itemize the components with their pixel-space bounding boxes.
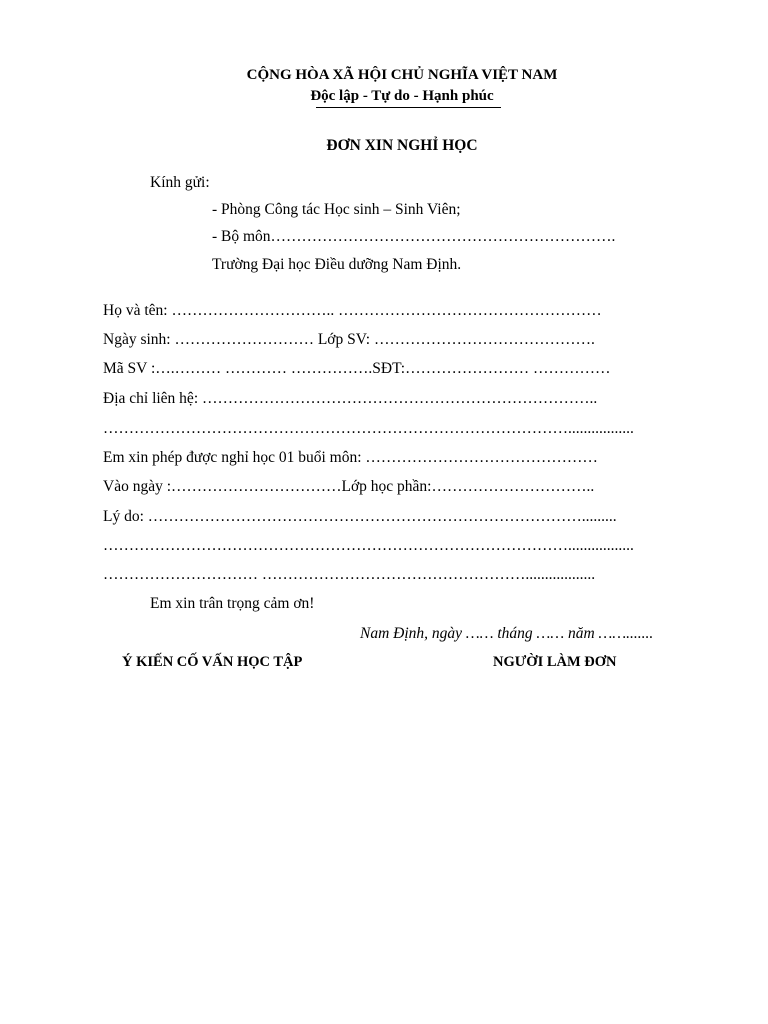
field-full-name: Họ và tên: ………………………….. …………………………………………… (103, 302, 602, 319)
field-address-continued: ………………………………………………………………………………................. (103, 420, 634, 437)
field-birth-class: Ngày sinh: ……………………… Lớp SV: ……………………………………. (103, 331, 595, 348)
thanks-text: Em xin trân trọng cảm ơn! (150, 595, 315, 612)
field-reason: Lý do: …………………………………………………………………………......... (103, 508, 617, 525)
field-reason-continued-1: ………………………………………………………………………………................. (103, 537, 634, 554)
field-reason-continued-2: ………………………… …………………………………………….................. (103, 566, 596, 583)
place-date: Nam Định, ngày …… tháng …… năm ……....... (360, 625, 654, 642)
motto-underline (316, 107, 501, 108)
recipient-school: Trường Đại học Điều dưỡng Nam Định. (212, 256, 462, 273)
motto-text: Độc lập - Tự do - Hạnh phúc (310, 88, 494, 104)
advisor-signature-label: Ý KIẾN CỐ VẤN HỌC TẬP (122, 654, 303, 670)
motto-header (0, 88, 768, 105)
field-address: Địa chỉ liên hệ: ………………………………………………………………….. (103, 390, 598, 407)
recipient-office: - Phòng Công tác Học sinh – Sinh Viên; (212, 201, 461, 218)
document-title: ĐƠN XIN NGHỈ HỌC (326, 137, 478, 154)
nation-header: CỘNG HÒA XÃ HỘI CHỦ NGHĨA VIỆT NAM (246, 67, 558, 83)
applicant-signature-label: NGƯỜI LÀM ĐƠN (493, 654, 617, 670)
field-request: Em xin phép được nghỉ học 01 buổi môn: ……………………………………… (103, 449, 598, 466)
field-student-id-phone: Mã SV :….……… ………… …………….SĐT:…………………… …………… (103, 360, 611, 377)
greeting: Kính gửi: (150, 174, 210, 191)
field-date-course: Vào ngày :……………………………Lớp học phần:………………………….. (103, 478, 595, 495)
recipient-department: - Bộ môn…………………………………………………………. (212, 228, 616, 245)
